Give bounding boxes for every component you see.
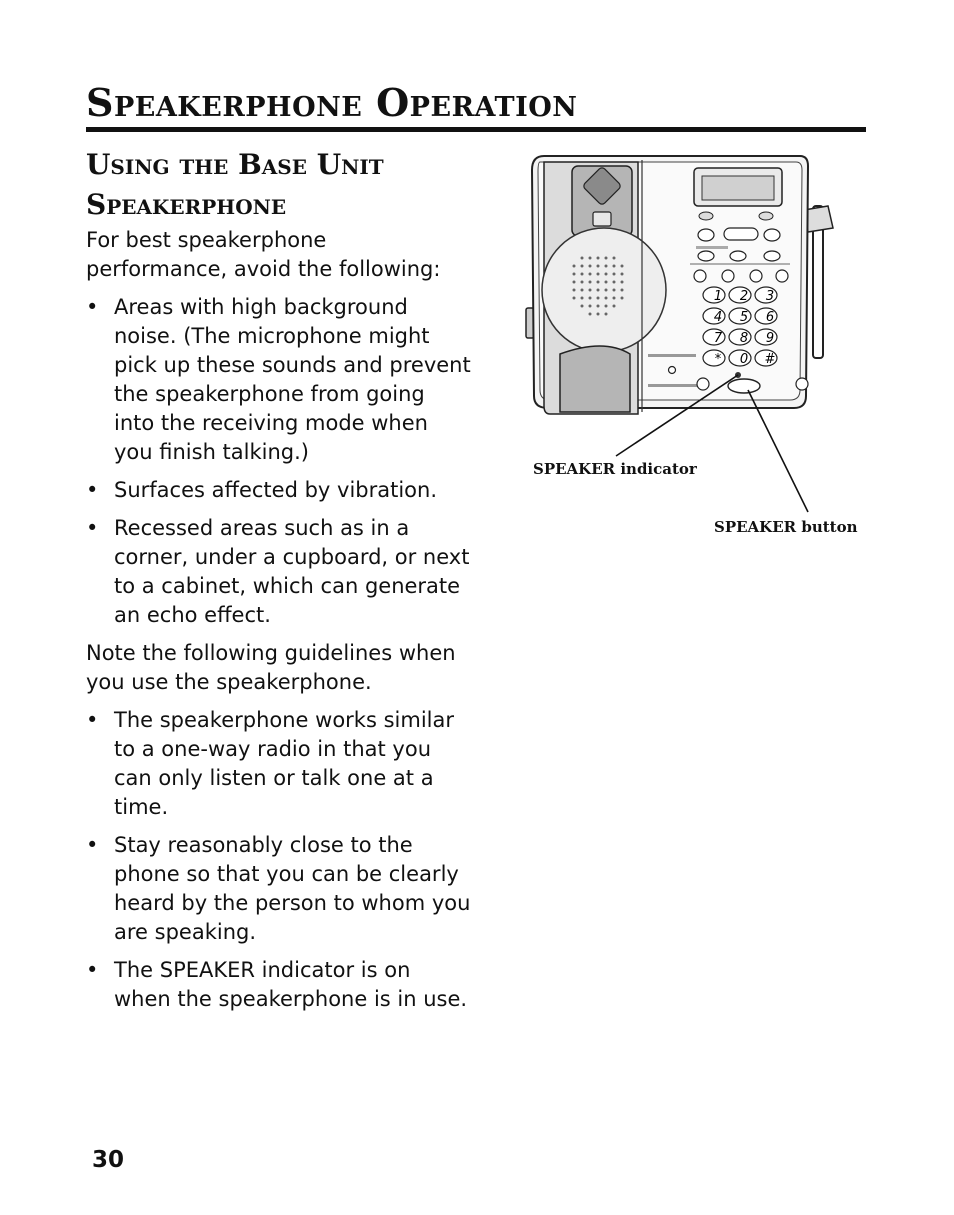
list-item-text: Recessed areas such as in a corner, under a cupboard, or next to a cabinet, which can generate an echo effect. [114, 516, 470, 627]
key-label: 3 [765, 289, 775, 304]
bullet: • [86, 295, 99, 319]
key-label: 2 [739, 289, 749, 304]
list-item [86, 514, 471, 630]
avoid-list [86, 293, 471, 630]
list-item [86, 476, 471, 505]
list-item-text: The SPEAKER indicator is on when the speakerphone is in use. [114, 958, 468, 1011]
key-label: 8 [739, 331, 749, 346]
key-label: 0 [739, 352, 749, 367]
bullet: • [86, 708, 99, 732]
speaker-button-callout: SPEAKER button [714, 518, 858, 536]
bullet: • [86, 478, 99, 502]
key-label: # [764, 352, 776, 367]
key-label: 6 [765, 310, 775, 325]
key-label: 4 [713, 310, 723, 325]
list-item-text: Surfaces affected by vibration. [114, 478, 438, 502]
list-item-text: Stay reasonably close to the phone so that you can be clearly heard by the person to whom you are speaking. [114, 833, 471, 944]
list-item [86, 706, 471, 822]
body-text [86, 226, 471, 1023]
key-label: 5 [739, 310, 749, 325]
list-item-text: The speakerphone works similar to a one-way radio in that you can only listen or talk one at a time. [114, 708, 454, 819]
list-item [86, 293, 471, 467]
bullet: • [86, 958, 99, 982]
speaker-button [728, 379, 760, 393]
key-label: 7 [713, 331, 723, 346]
key-label: 1 [713, 289, 723, 304]
list-item [86, 956, 471, 1014]
key-label: * [714, 352, 722, 367]
title-divider [86, 127, 866, 132]
section-title-line-2: Speakerphone [86, 188, 287, 221]
key-label: 9 [765, 331, 775, 346]
section-title-line-1: Using the Base Unit [86, 148, 384, 181]
bullet: • [86, 833, 99, 857]
list-item [86, 831, 471, 947]
page-title: Speakerphone Operation [86, 80, 578, 125]
intro-paragraph: For best speakerphone performance, avoid the following: [86, 228, 441, 281]
speaker-indicator-callout: SPEAKER indicator [533, 460, 697, 478]
bullet: • [86, 516, 99, 540]
section-title [86, 145, 486, 225]
guidelines-list [86, 706, 471, 1014]
page-number: 30 [92, 1147, 125, 1173]
phone-base-illustration [520, 140, 880, 560]
guidelines-paragraph: Note the following guidelines when you use the speakerphone. [86, 641, 456, 694]
list-item-text: Areas with high background noise. (The microphone might pick up these sounds and prevent the speakerphone from going into the receiving mode when you finish talking.) [114, 295, 471, 464]
